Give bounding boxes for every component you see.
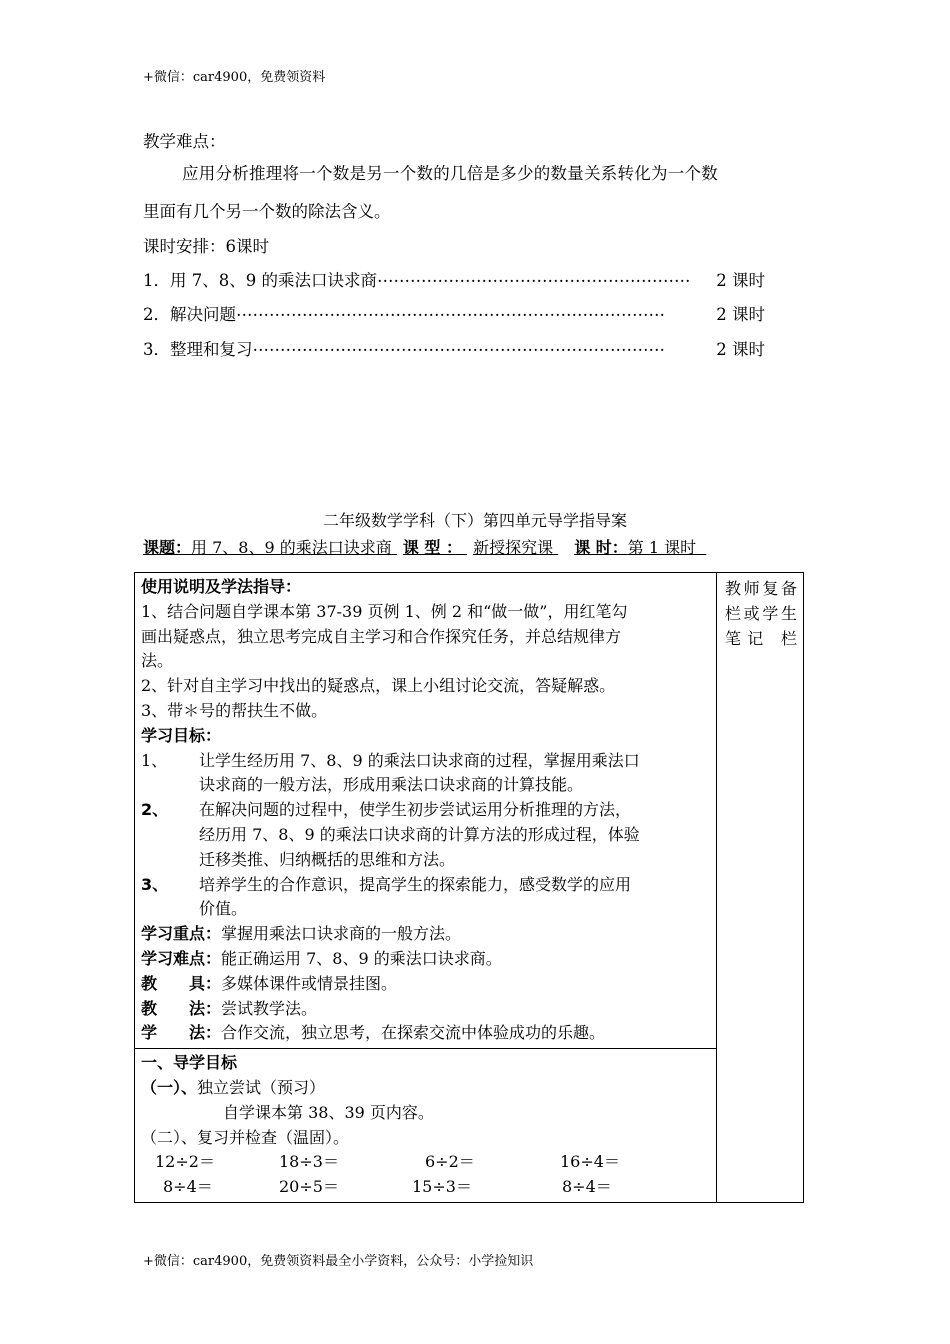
study-label: 学 法： — [141, 1023, 222, 1043]
period-label: 课 时： — [574, 538, 628, 557]
objective-2 — [141, 798, 710, 872]
schedule-item-1 — [143, 267, 765, 291]
difficulty-line-2: 里面有几个另一个数的除法含义。 — [143, 202, 391, 221]
exercise-row-2 — [141, 1175, 710, 1200]
study-method — [141, 1021, 710, 1046]
exercise: 20÷5＝ — [279, 1177, 339, 1197]
page-header: +微信：car4900，免费领资料 — [143, 70, 326, 85]
study-text: 合作交流，独立思考，在探索交流中体验成功的乐趣。 — [221, 1023, 606, 1043]
schedule-dots: ………………………………………………… — [376, 267, 691, 286]
objective-text: 在解决问题的过程中，使学生初步尝试运用分析推理的方法， — [199, 800, 632, 820]
objective-1 — [141, 749, 710, 799]
exercise: 12÷2＝ — [155, 1152, 215, 1172]
tools-text: 多媒体课件或情景挂图。 — [221, 973, 398, 993]
schedule-item-hours: 2 课时 — [716, 271, 765, 290]
type-value: 新授探究课 — [473, 538, 554, 557]
exercise: 15÷3＝ — [412, 1177, 472, 1197]
objective-text: 诀求商的一般方法，形成用乘法口诀求商的计算技能。 — [199, 775, 584, 795]
tools-label: 教 具： — [141, 973, 222, 993]
objective-number: 2、 — [141, 800, 169, 820]
guide-sub1-detail: 自学课本第 38、39 页内容。 — [223, 1102, 434, 1122]
instruction-1c: 法。 — [141, 651, 174, 671]
objective-number: 1、 — [141, 750, 168, 770]
exercise: 6÷2＝ — [425, 1152, 475, 1172]
hard-point-label: 学习难点： — [141, 948, 222, 968]
instruction-3: 3、带＊号的帮扶生不做。 — [141, 700, 328, 720]
instructions-cell — [135, 573, 717, 1049]
guide-sub2: （二）、复习并检查（温固）。 — [141, 1127, 350, 1147]
schedule-item-3 — [143, 336, 765, 360]
guide-sub1-text: 独立尝试（预习） — [197, 1077, 326, 1097]
schedule-item-label: 1．用 7、8、9 的乘法口诀求商 — [143, 271, 377, 290]
schedule-dots: ………………………………………………………………… — [252, 336, 665, 355]
exercise: 8÷4＝ — [163, 1177, 213, 1197]
teaching-method — [141, 997, 710, 1022]
instructions-heading: 使用说明及学法指导： — [141, 577, 302, 596]
key-point-label: 学习重点： — [141, 924, 222, 944]
guide-heading: 一、导学目标 — [141, 1053, 238, 1073]
objective-text: 培养学生的合作意识，提高学生的探索能力，感受数学的应用 — [199, 874, 632, 894]
difficulty-line-1: 应用分析推理将一个数是另一个数的几倍是多少的数量关系转化为一个数 — [182, 164, 718, 183]
exercise: 8÷4＝ — [562, 1177, 612, 1197]
side-note: 教师复备栏或学生笔记 栏 — [725, 579, 797, 648]
topic-label: 课题： — [143, 538, 192, 557]
objective-text: 让学生经历用 7、8、9 的乘法口诀求商的过程，掌握用乘法口 — [199, 750, 640, 770]
guide-cell — [135, 1049, 717, 1203]
objective-3 — [141, 873, 710, 923]
instruction-1a: 1、结合问题自学课本第 37-39 页例 1、例 2 和“做一做”，用红笔勾 — [141, 601, 628, 621]
schedule-item-hours: 2 课时 — [716, 340, 765, 359]
hard-point-text: 能正确运用 7、8、9 的乘法口诀求商。 — [221, 948, 502, 968]
tools — [141, 972, 710, 997]
exercise: 18÷3＝ — [279, 1152, 339, 1172]
plan-title: 二年级数学学科（下）第四单元导学指导案 — [322, 511, 627, 530]
instruction-1b: 画出疑惑点，独立思考完成自主学习和合作探究任务，并总结规律方 — [141, 626, 622, 646]
method-text: 尝试教学法。 — [221, 998, 318, 1018]
side-note-column — [717, 573, 804, 1203]
schedule-heading: 课时安排：6课时 — [143, 237, 269, 256]
key-point-text: 掌握用乘法口诀求商的一般方法。 — [221, 924, 462, 944]
period-value: 第 1 课时 — [627, 538, 697, 557]
guide-sub1 — [141, 1076, 710, 1101]
objective-text: 经历用 7、8、9 的乘法口诀求商的计算方法的形成过程，体验 — [199, 824, 640, 844]
difficulty-heading: 教学难点： — [143, 132, 226, 151]
page-footer: +微信：car4900，免费领资料最全小学资料，公众号：小学捡知识 — [143, 1254, 534, 1269]
course-line — [143, 535, 706, 558]
type-label: 课 型 ： — [402, 538, 462, 557]
topic-value: 用 7、8、9 的乘法口诀求商 — [191, 538, 392, 557]
schedule-item-label: 3．整理和复习 — [143, 340, 253, 359]
exercise-row-1 — [141, 1150, 710, 1175]
objectives-heading: 学习目标： — [141, 725, 222, 745]
objective-number: 3、 — [141, 874, 169, 894]
key-point — [141, 922, 710, 947]
hard-point — [141, 947, 710, 972]
schedule-item-label: 2．解决问题 — [143, 305, 236, 324]
schedule-dots: …………………………………………………………………… — [236, 301, 665, 320]
exercise: 16÷4＝ — [560, 1152, 620, 1172]
instruction-2: 2、针对自主学习中找出的疑惑点，课上小组讨论交流，答疑解惑。 — [141, 676, 616, 696]
objective-text: 价值。 — [199, 899, 248, 919]
schedule-item-hours: 2 课时 — [716, 305, 765, 324]
schedule-item-2 — [143, 301, 765, 325]
lesson-plan-table — [134, 572, 804, 1203]
objective-text: 迁移类推、归纳概括的思维和方法。 — [199, 849, 456, 869]
guide-sub1-label: （一）、 — [141, 1077, 198, 1097]
method-label: 教 法： — [141, 998, 222, 1018]
